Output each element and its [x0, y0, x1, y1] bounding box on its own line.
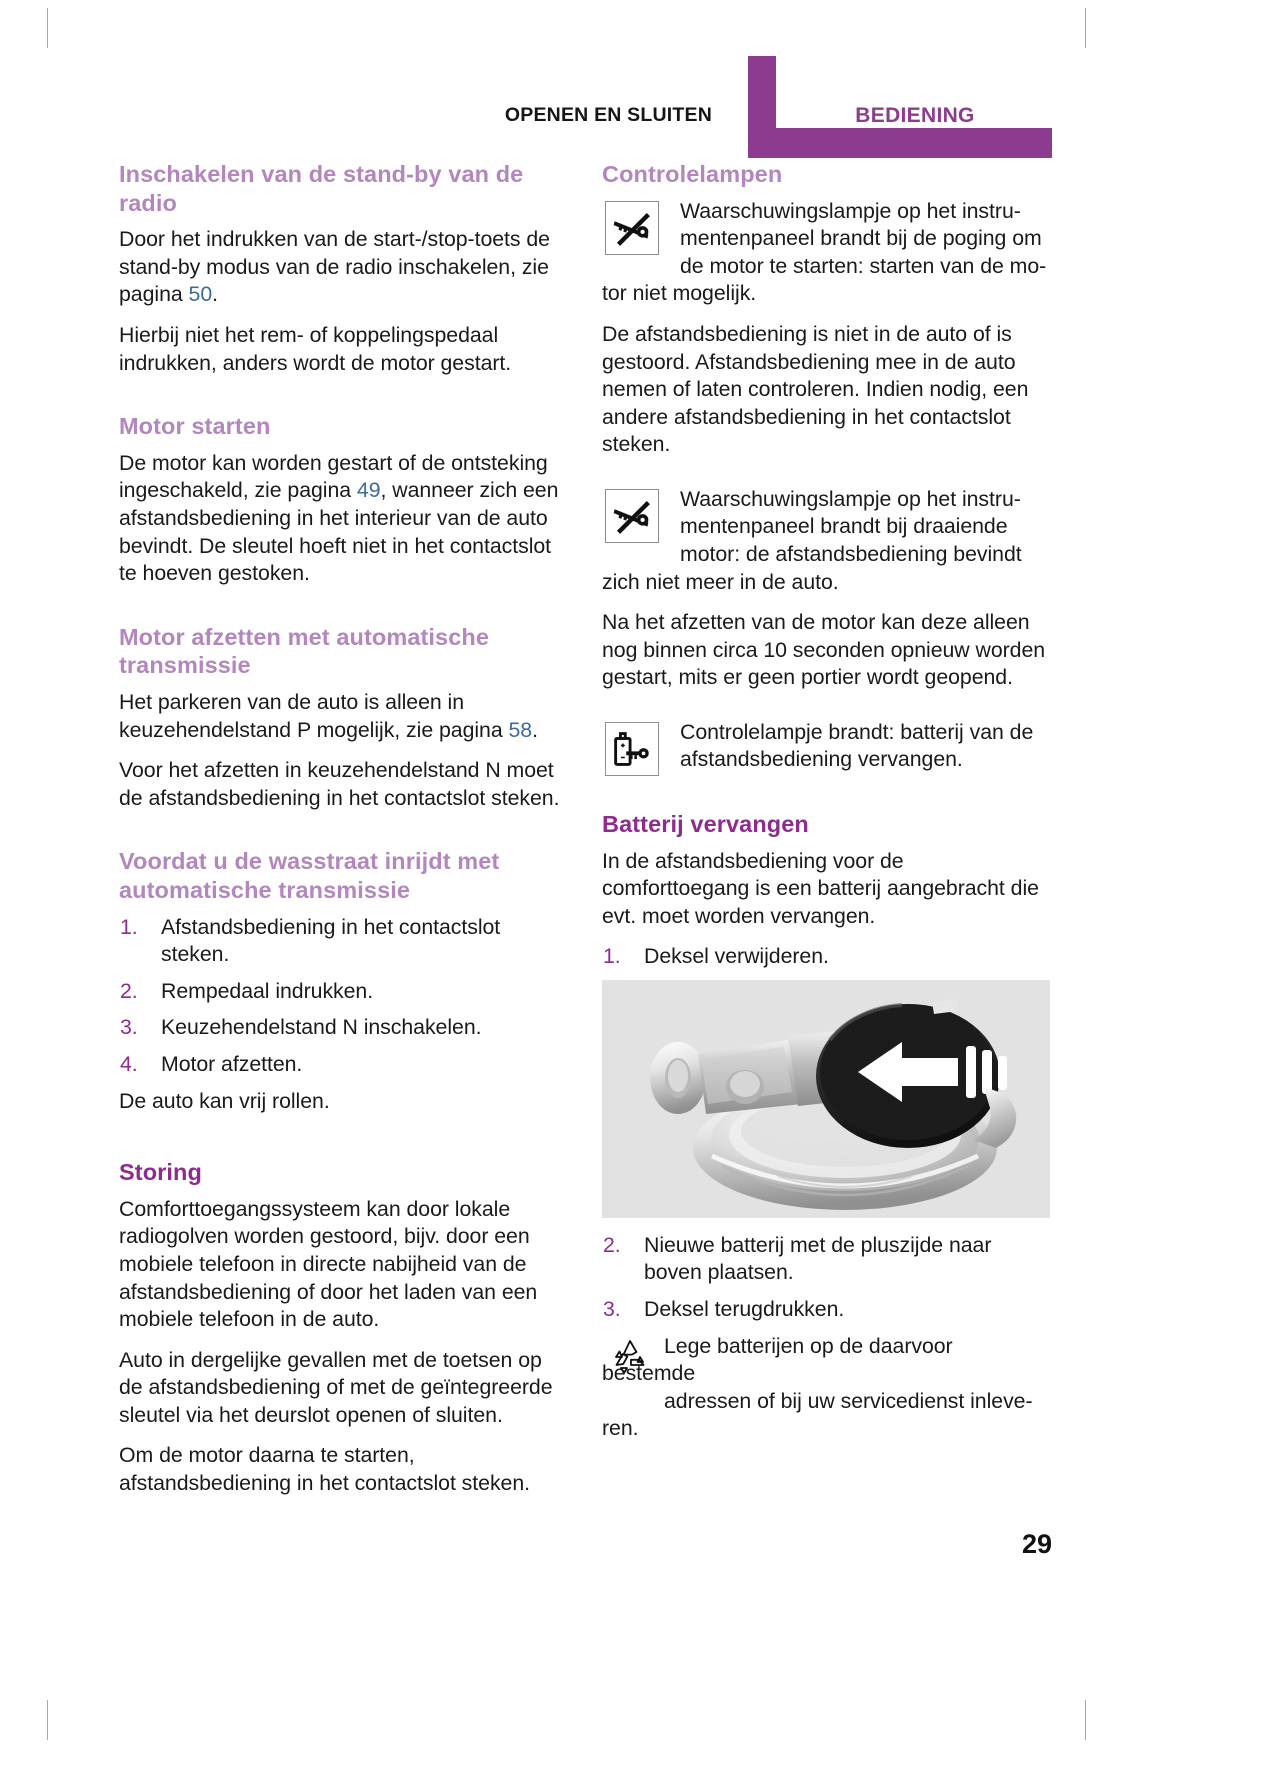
list-item — [119, 1014, 568, 1042]
list-item — [119, 978, 568, 1006]
paragraph-standby-2: Hierbij niet het rem- of koppelingspedaal indrukken, anders wordt de motor gestart. — [119, 323, 512, 375]
key-crossed-out-icon — [605, 489, 659, 543]
warning-line-4: zich niet meer in de auto. — [602, 569, 839, 594]
page-reference-50[interactable]: 50 — [188, 282, 213, 307]
list-text: Afstandsbediening in het contactslot steken. — [161, 914, 501, 967]
chapter-banner-vertical — [748, 56, 776, 136]
paragraph-batterij-intro: In de afstandsbediening voor de comforttoegang is een batterij aangebracht die evt. moet worden vervangen. — [602, 848, 1039, 928]
spacer — [119, 390, 568, 412]
list-number: 1. — [603, 944, 621, 969]
heading-wasstraat: Voordat u de wasstraat inrijdt met automatische transmissie — [119, 848, 500, 904]
warning-line-2: mentenpaneel brandt bij de poging om — [680, 226, 1042, 251]
list-text: Nieuwe batterij met de pluszijde naar boven plaatsen. — [644, 1232, 992, 1285]
paragraph-controlelampen-1: De afstandsbediening is niet in de auto of is gestoord. Afstandsbediening mee in de auto nemen of laten controleren. Indien nodig, een andere afstandsbediening in het contactslot steken. — [602, 321, 1029, 457]
heading-controlelampen: Controlelampen — [602, 161, 783, 187]
chapter-label: BEDIENING — [855, 104, 975, 127]
list-text: Rempedaal indrukken. — [161, 978, 374, 1003]
list-text: Deksel verwijderen. — [644, 944, 829, 969]
right-column — [602, 160, 1051, 1443]
motor-afzetten-text-a: Het parkeren van de auto is alleen in keuzehendelstand P mogelijk, zie pagina — [119, 690, 509, 742]
warning-line-3: motor: de afstandsbediening bevindt — [680, 542, 1022, 567]
motor-afzetten-text-b: . — [532, 717, 538, 742]
warning-line-3: de motor te starten: starten van de mo- — [680, 253, 1047, 278]
list-item — [119, 1051, 568, 1079]
warning-line-1: Waarschuwingslampje op het instru- — [680, 486, 1021, 511]
list-item — [602, 943, 1051, 971]
chapter-banner-horizontal — [748, 128, 1052, 158]
battery-key-icon — [605, 722, 659, 776]
key-fob-battery-cover-photo — [602, 980, 1050, 1218]
warning-indicator-block-2 — [602, 486, 1051, 596]
warning-indicator-block-1 — [602, 198, 1051, 308]
crop-mark-bl-v — [47, 1700, 48, 1740]
battery-indicator-text — [602, 719, 1051, 774]
warning-line-4: tor niet mogelijk. — [602, 281, 757, 306]
spacer — [119, 601, 568, 623]
heading-inschakelen-standby: Inschakelen van de stand-by van de radio — [119, 161, 524, 216]
heading-batterij-vervangen: Batterij vervangen — [602, 810, 809, 837]
warning-line-1: Waarschuwingslampje op het instru- — [680, 198, 1021, 223]
recycling-line-2: adressen of bij uw servicedienst inleve- — [664, 1388, 1033, 1413]
recycling-icon — [610, 1337, 650, 1375]
standby-text-b: . — [212, 282, 218, 307]
list-text: Motor afzetten. — [161, 1052, 303, 1076]
spacer — [602, 788, 1051, 810]
left-column — [119, 160, 568, 1498]
batterij-step-list-after-photo — [602, 1232, 1051, 1324]
section-label: OPENEN EN SLUITEN — [504, 104, 712, 126]
paragraph-motor-starten — [119, 450, 568, 588]
page-header — [0, 28, 1282, 136]
spacer — [119, 825, 568, 847]
battery-indicator-block — [602, 719, 1051, 775]
paragraph-storing-3: Om de motor daarna te starten, afstandsbediening in het contactslot steken. — [119, 1443, 530, 1496]
paragraph-wasstraat-after: De auto kan vrij rollen. — [119, 1088, 330, 1113]
list-number: 2. — [120, 978, 138, 1003]
crop-mark-br-v — [1085, 1700, 1086, 1740]
recycling-note-text — [602, 1333, 1051, 1443]
standby-text-a: Door het indrukken van de start-/stop-toets de stand-by modus van de radio inschakelen, zie pagina — [119, 227, 550, 307]
paragraph-motor-afzetten-1 — [119, 689, 568, 744]
recycling-note-block — [602, 1333, 1051, 1443]
motor-starten-text-b: , wanneer zich een afstandsbediening in het interieur van de auto bevindt. De sleutel hoeft niet in het contactslot te hoeven gestoken. — [119, 478, 559, 586]
paragraph-controlelampen-2: Na het afzetten van de motor kan deze alleen nog binnen circa 10 seconden opnieuw worden gestart, mits er geen portier wordt geopend. — [602, 610, 1046, 690]
list-number: 3. — [603, 1297, 621, 1322]
spacer — [602, 705, 1051, 719]
recycling-line-1: Lege batterijen op de daarvoor bestemde — [602, 1333, 953, 1386]
battery-line-2: afstandsbediening vervangen. — [680, 747, 963, 772]
paragraph-storing-1: Comforttoegangssysteem kan door lokale radiogolven worden gestoord, bijv. door een mobiele telefoon in directe nabijheid van de afstandsbediening of door het laden van een mobiele telefoon in de auto. — [119, 1196, 538, 1332]
list-number: 3. — [120, 1015, 138, 1040]
page-reference-58[interactable]: 58 — [508, 717, 533, 742]
batterij-step-list-before-photo — [602, 943, 1051, 971]
key-crossed-out-icon — [605, 201, 659, 255]
spacer — [602, 472, 1051, 486]
wasstraat-step-list — [119, 914, 568, 1079]
spacer — [119, 1128, 568, 1158]
list-number: 2. — [603, 1232, 621, 1257]
paragraph-standby-1 — [119, 226, 568, 309]
list-text: Keuzehendelstand N inschakelen. — [161, 1015, 482, 1040]
paragraph-storing-2: Auto in dergelijke gevallen met de toetsen op de afstandsbediening of met de geïntegreerde sleutel via het deurslot openen of sluiten. — [119, 1347, 553, 1427]
page-number: 29 — [1021, 1529, 1052, 1559]
heading-motor-starten: Motor starten — [119, 413, 271, 440]
battery-line-1: Controlelampje brandt: batterij van de — [680, 719, 1034, 744]
warning-indicator-text-2 — [602, 486, 1051, 596]
paragraph-motor-afzetten-2: Voor het afzetten in keuzehendelstand N moet de afstandsbediening in het contactslot steken. — [119, 758, 560, 810]
warning-line-2: mentenpaneel brandt bij draaiende — [680, 514, 1008, 539]
recycling-line-3: ren. — [602, 1416, 639, 1441]
list-text: Deksel terugdrukken. — [644, 1297, 845, 1322]
heading-storing: Storing — [119, 1159, 202, 1186]
heading-motor-afzetten: Motor afzetten met automatische transmissie — [119, 623, 490, 679]
warning-indicator-text-1 — [602, 198, 1051, 308]
list-number: 1. — [120, 914, 138, 939]
motor-starten-text-a: De motor kan worden gestart of de ontsteking ingeschakeld, zie pagina — [119, 450, 548, 503]
list-item — [119, 914, 568, 969]
list-item — [602, 1296, 1051, 1324]
page-reference-49[interactable]: 49 — [356, 478, 381, 503]
list-number: 4. — [120, 1052, 138, 1076]
list-item — [602, 1232, 1051, 1287]
